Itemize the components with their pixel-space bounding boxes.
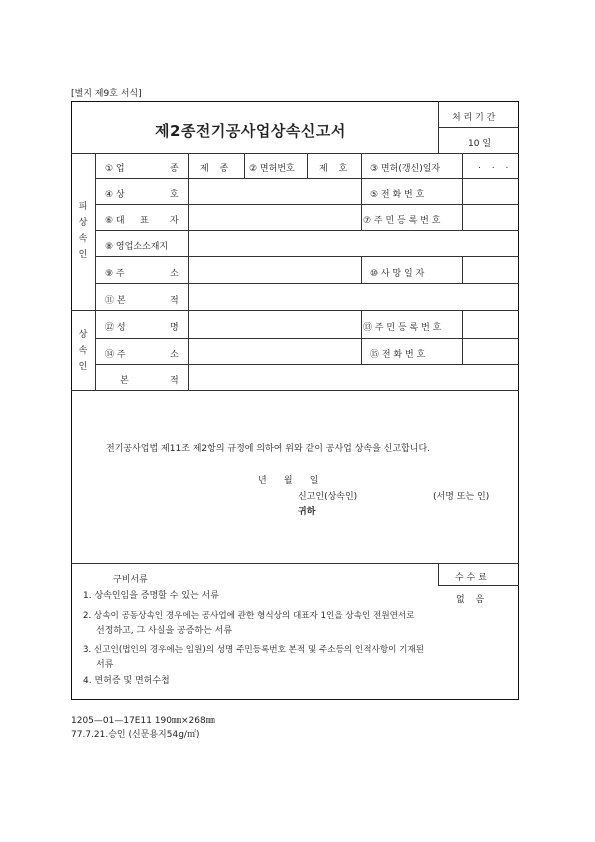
table-top-line — [71, 153, 519, 154]
decedent-phone-label: ⑤ 전 화 번 호 — [370, 190, 425, 200]
document-item: 4. 면허증 및 면허수첩 — [83, 676, 170, 686]
heir-name-field[interactable] — [189, 311, 360, 337]
document-item: 1. 상속인임을 증명할 수 있는 서류 — [83, 591, 219, 601]
decedent-address-field[interactable] — [189, 257, 360, 282]
decedent-section-label: 피 상 속 인 — [78, 202, 88, 260]
office-location-label: ⑧ 영업소소재지 — [105, 242, 169, 252]
trade-name-label: ④ 상 — [105, 190, 125, 200]
business-type-label-end: 종 — [170, 164, 179, 174]
heir-phone-field[interactable] — [463, 339, 518, 363]
heir-section-label: 상 속 인 — [78, 330, 88, 372]
decedent-domicile-label: ⑪ 본 — [105, 296, 126, 306]
documents-top-line — [71, 563, 519, 564]
signature-label: (서명 또는 인) — [433, 492, 490, 502]
document-item: 2. 상속이 공동상속인 경우에는 공사업에 관한 형식상의 대표자 1인을 상속인 전원연서로 — [83, 611, 415, 621]
license-date-field[interactable]: . . . — [478, 161, 513, 171]
processing-divider — [438, 127, 519, 128]
declarant-label: 신고인(상속인) — [298, 492, 358, 502]
decedent-address-label: ⑨ 주 — [105, 269, 125, 279]
fee-value: 없 음 — [456, 595, 489, 605]
document-item: 서류 — [96, 660, 114, 670]
representative-label: ⑥ 대 — [105, 216, 125, 226]
addressee-label: 귀하 — [298, 507, 316, 517]
heir-domicile-label: 본 — [120, 376, 129, 386]
table-bottom-line — [71, 390, 519, 391]
document-item: 3. 신고인(법인의 경우에는 임원)의 성명 주민등록번호 본적 및 주소등의 인적사항이 기재된 — [83, 645, 425, 655]
representative-field[interactable] — [189, 205, 360, 229]
declaration-statement: 전기공사업법 제11조 제2항의 규정에 의하여 위와 같이 공사업 상속을 신고합니다. — [106, 444, 430, 454]
trade-name-label-end: 호 — [170, 190, 179, 200]
documents-heading: 구비서류 — [113, 575, 148, 585]
heir-name-label: ⑫ 성 — [105, 323, 126, 333]
heir-address-field[interactable] — [189, 339, 360, 363]
declaration-date: 년 월 일 — [258, 476, 319, 486]
death-date-label: ⑩ 사 망 일 자 — [370, 269, 425, 279]
license-date-label: ③ 면허(갱신)일자 — [370, 164, 441, 174]
form-tag: [별지 제9호 서식] — [71, 89, 142, 99]
heir-phone-label: ⑮ 전 화 번 호 — [370, 350, 426, 360]
heir-address-label: ⑭ 주 — [105, 350, 126, 360]
decedent-resident-no-field[interactable] — [463, 205, 518, 229]
processing-period-label: 처 리 기 간 — [452, 113, 496, 123]
form-code: 1205—01—17E11 190㎜×268㎜ — [71, 716, 215, 726]
document-item: 선정하고, 그 사실을 공증하는 서류 — [96, 626, 233, 636]
business-type-field[interactable]: 제 종 — [200, 164, 233, 174]
decedent-resident-no-label: ⑦ 주 민 등 록 번 호 — [363, 216, 441, 226]
license-number-label: ② 면허번호 — [249, 164, 295, 174]
office-location-field[interactable] — [189, 231, 518, 255]
form-title: 제2종전기공사업상속신고서 — [155, 122, 346, 140]
heir-resident-no-field[interactable] — [463, 311, 518, 337]
death-date-field[interactable] — [463, 257, 518, 282]
processing-period-value: 10 일 — [468, 139, 492, 149]
business-type-label: ① 업 — [105, 164, 125, 174]
approval-note: 77.7.21.승인 (신문용지54g/㎡) — [71, 730, 200, 740]
decedent-phone-field[interactable] — [463, 179, 518, 203]
heir-resident-no-label: ⑬ 주 민 등 록 번 호 — [363, 323, 442, 333]
license-number-field[interactable]: 제 호 — [319, 164, 352, 174]
trade-name-field[interactable] — [189, 179, 360, 203]
fee-label: 수 수 료 — [455, 573, 487, 583]
heir-domicile-field[interactable] — [189, 365, 518, 389]
decedent-domicile-field[interactable] — [189, 284, 518, 309]
